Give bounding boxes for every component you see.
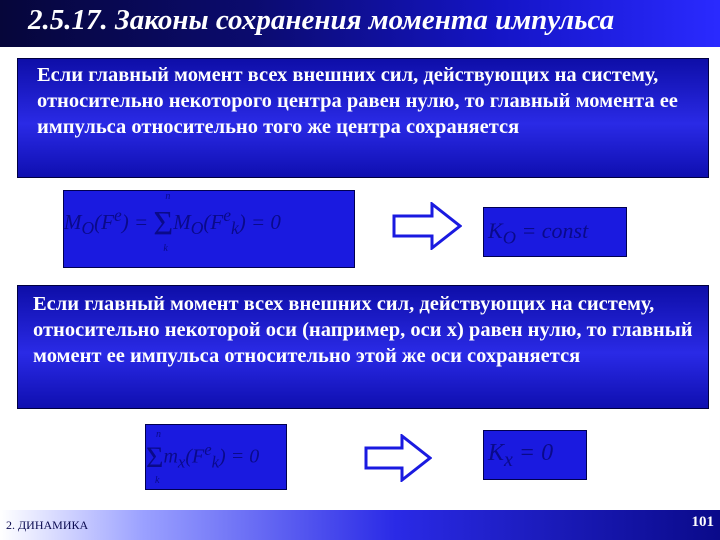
implies-arrow-icon xyxy=(392,202,462,250)
section-label: 2. ДИНАМИКА xyxy=(6,518,89,532)
slide-title: 2.5.17. Законы сохранения момента импульса xyxy=(28,4,615,36)
footer-bar xyxy=(0,510,720,540)
page-number: 101 xyxy=(691,514,714,530)
statement-text-axis: Если главный момент всех внешних сил, действующих на систему, относительно некоторой оси (например, оси x) равен нулю, то главный момент ее импульса относительно этой же оси сохраняется xyxy=(33,293,693,367)
sigma-symbol: Σ n k xyxy=(153,191,174,255)
result-center-conserved: $K_O$ = const xyxy=(488,218,589,248)
formula-center-moment-sum: $M_O(F^e) = \Sigma$ n k $M_O(F^e_k) = 0$ xyxy=(64,191,281,255)
statement-text-center: Если главный момент всех внешних сил, действующих на систему, относительно некоторого центра равен нулю, то главный момента ее импульса относительно того же центра сохраняется xyxy=(37,64,678,138)
sigma-symbol: Σ n k xyxy=(146,429,164,487)
implies-arrow-icon xyxy=(364,434,432,482)
formula-axis-moment-sum: Σ n k $m_x(F^e_k) = 0$ xyxy=(146,429,260,487)
result-axis-conserved: $K_x = 0$ xyxy=(488,440,554,471)
